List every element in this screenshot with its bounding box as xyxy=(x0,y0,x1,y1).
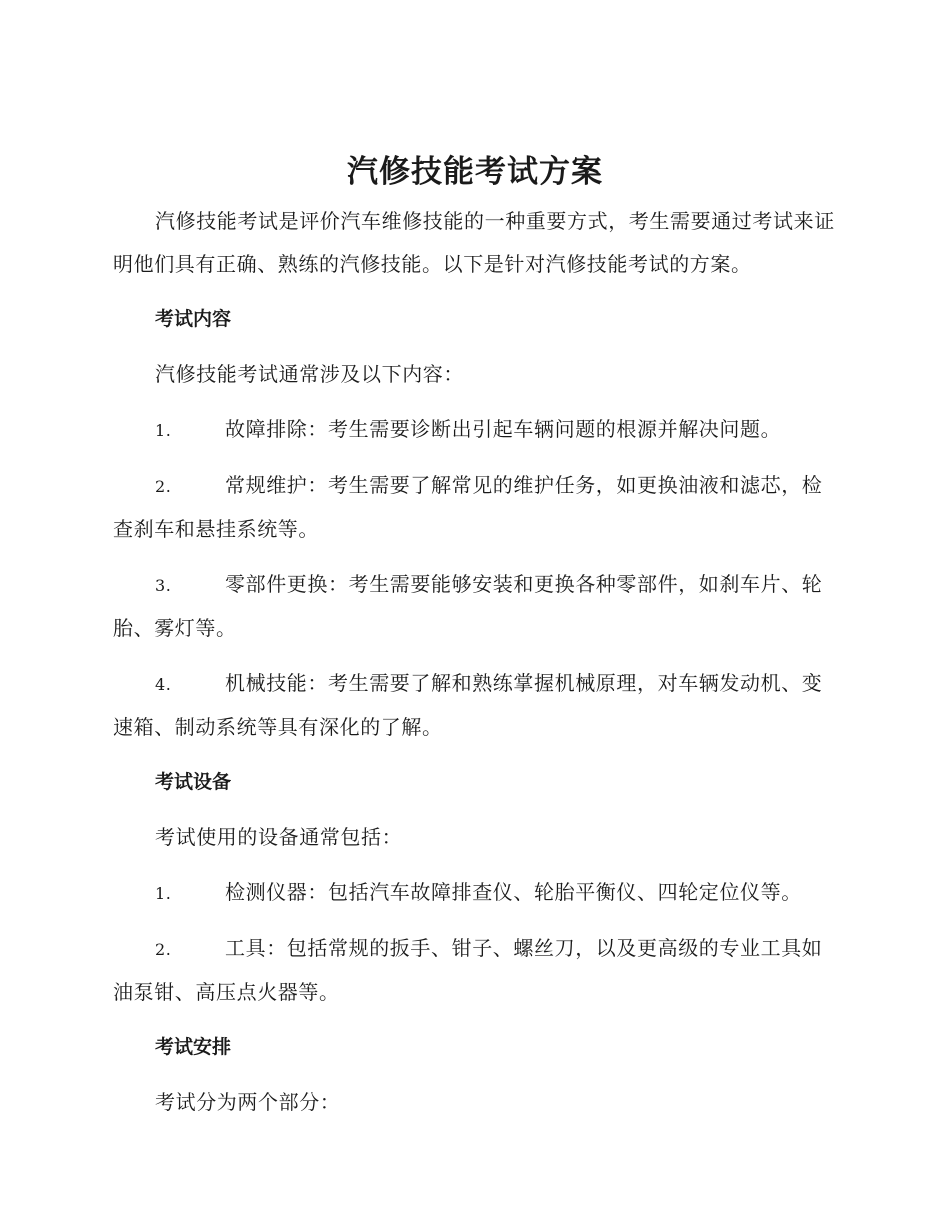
list-item xyxy=(113,563,837,650)
list-item-number: 1. xyxy=(155,884,172,903)
list-item xyxy=(113,927,837,1014)
list-item-text: 常规维护：考生需要了解常见的维护任务，如更换油液和滤芯，检查刹车和悬挂系统等。 xyxy=(113,473,823,541)
list-item-number: 4. xyxy=(155,675,172,694)
section-lead: 汽修技能考试通常涉及以下内容： xyxy=(155,362,464,386)
list-item-text: 检测仪器：包括汽车故障排查仪、轮胎平衡仪、四轮定位仪等。 xyxy=(225,880,802,904)
list-item xyxy=(113,408,837,452)
list-item-number: 2. xyxy=(155,940,172,959)
document-title: 汽修技能考试方案 xyxy=(347,154,603,190)
section-heading-schedule: 考试安排 xyxy=(155,1036,232,1058)
list-item xyxy=(113,464,837,551)
list-item xyxy=(113,662,837,749)
list-item-text: 机械技能：考生需要了解和熟练掌握机械原理，对车辆发动机、变速箱、制动系统等具有深化的了解。 xyxy=(113,671,823,739)
intro-paragraph: 汽修技能考试是评价汽车维修技能的一种重要方式，考生需要通过考试来证明他们具有正确、熟练的汽修技能。以下是针对汽修技能考试的方案。 xyxy=(113,209,835,276)
list-item xyxy=(113,871,837,915)
list-item-text: 故障排除：考生需要诊断出引起车辆问题的根源并解决问题。 xyxy=(225,417,782,441)
document-page xyxy=(113,148,837,1136)
list-item-text: 工具：包括常规的扳手、钳子、螺丝刀，以及更高级的专业工具如油泵钳、高压点火器等。 xyxy=(113,936,823,1004)
section-heading-content: 考试内容 xyxy=(155,308,232,330)
section-lead: 考试分为两个部分： xyxy=(155,1090,341,1114)
list-item-text: 零部件更换：考生需要能够安装和更换各种零部件，如刹车片、轮胎、雾灯等。 xyxy=(113,572,823,640)
section-lead: 考试使用的设备通常包括： xyxy=(155,825,403,849)
list-item-number: 3. xyxy=(155,576,172,595)
section-heading-equipment: 考试设备 xyxy=(155,771,232,793)
list-item-number: 2. xyxy=(155,477,172,496)
list-item-number: 1. xyxy=(155,421,172,440)
